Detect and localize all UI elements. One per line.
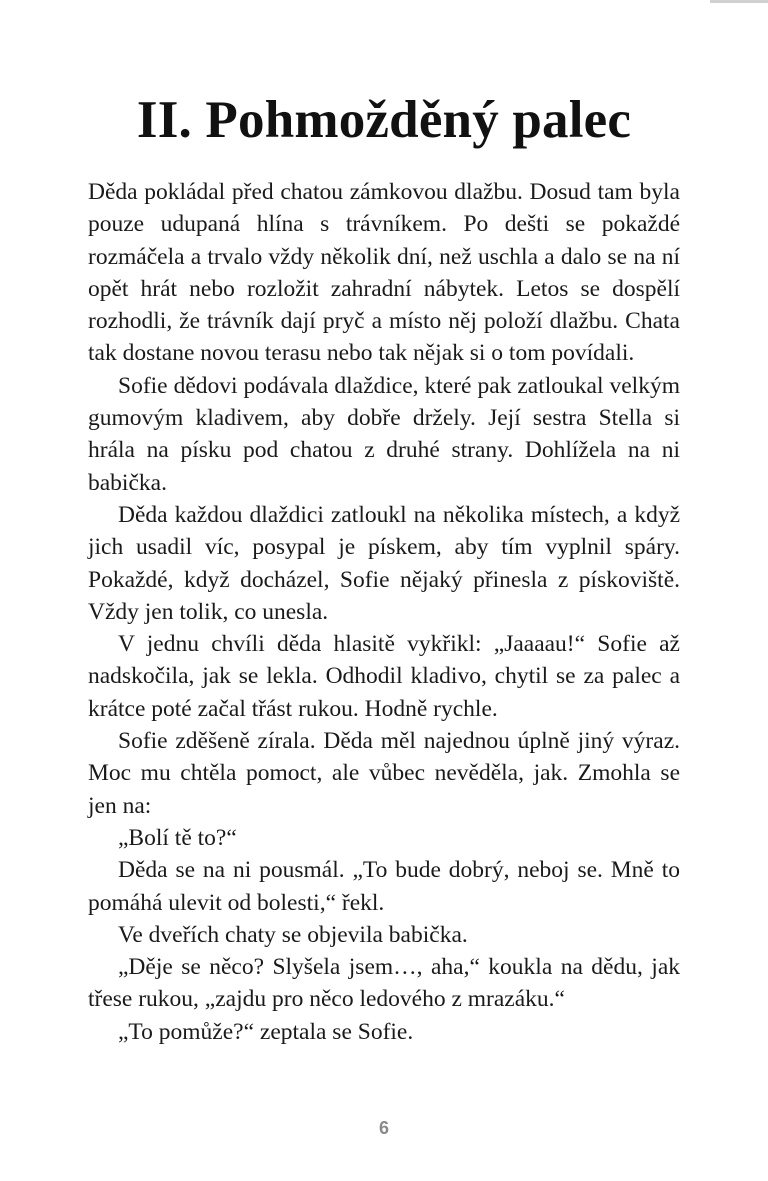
paragraph-4: V jednu chvíli děda hlasitě vykřikl: „Jaaaau!“ Sofie až nadskočila, jak se lekla. Odhodil kladivo, chytil se za palec a krátce poté začal třást rukou. Hodně rychle.	[88, 631, 680, 722]
paragraph-9: „Děje se něco? Slyšela jsem…, aha,“ koukla na dědu, jak třese rukou, „zajdu pro něco ledového z mrazáku.“	[88, 954, 680, 1013]
chapter-body	[88, 176, 680, 1048]
paragraph-3: Děda každou dlaždici zatloukl na několika místech, a když jich usadil víc, posypal je pískem, aby tím vyplnil spáry. Pokaždé, když docházel, Sofie nějaký přinesla z pískoviště. Vždy jen tolik, co unesla.	[88, 501, 680, 625]
paragraph-10: „To pomůže?“ zeptala se Sofie.	[118, 1018, 414, 1045]
page-number: 6	[378, 1118, 389, 1138]
paragraph-7: Děda se na ni pousmál. „To bude dobrý, neboj se. Mně to pomáhá ulevit od bolesti,“ řekl.	[88, 857, 680, 916]
chapter-title: II. Pohmožděný palec	[136, 91, 632, 149]
paragraph-5: Sofie zděšeně zírala. Děda měl najednou úplně jiný výraz. Moc mu chtěla pomoct, ale vůbec nevěděla, jak. Zmohla se jen na:	[88, 728, 680, 819]
top-edge-rule	[710, 0, 768, 3]
paragraph-6: „Bolí tě to?“	[118, 824, 237, 851]
book-page	[88, 88, 680, 1048]
paragraph-2: Sofie dědovi podávala dlaždice, které pak zatloukal velkým gumovým kladivem, aby dobře držely. Její sestra Stella si hrála na písku pod chatou z druhé strany. Dohlížela na ni babička.	[88, 372, 680, 496]
paragraph-1: Děda pokládal před chatou zámkovou dlažbu. Dosud tam byla pouze udupaná hlína s trávníkem. Po dešti se pokaždé rozmáčela a trvalo vždy několik dní, než uschla a dalo se na ní opět hrát nebo rozložit zahradní nábytek. Letos se dospělí rozhodli, že trávník dají pryč a místo něj položí dlažbu. Chata tak dostane novou terasu nebo tak nějak si o tom povídali.	[88, 179, 680, 367]
paragraph-8: Ve dveřích chaty se objevila babička.	[118, 921, 468, 948]
